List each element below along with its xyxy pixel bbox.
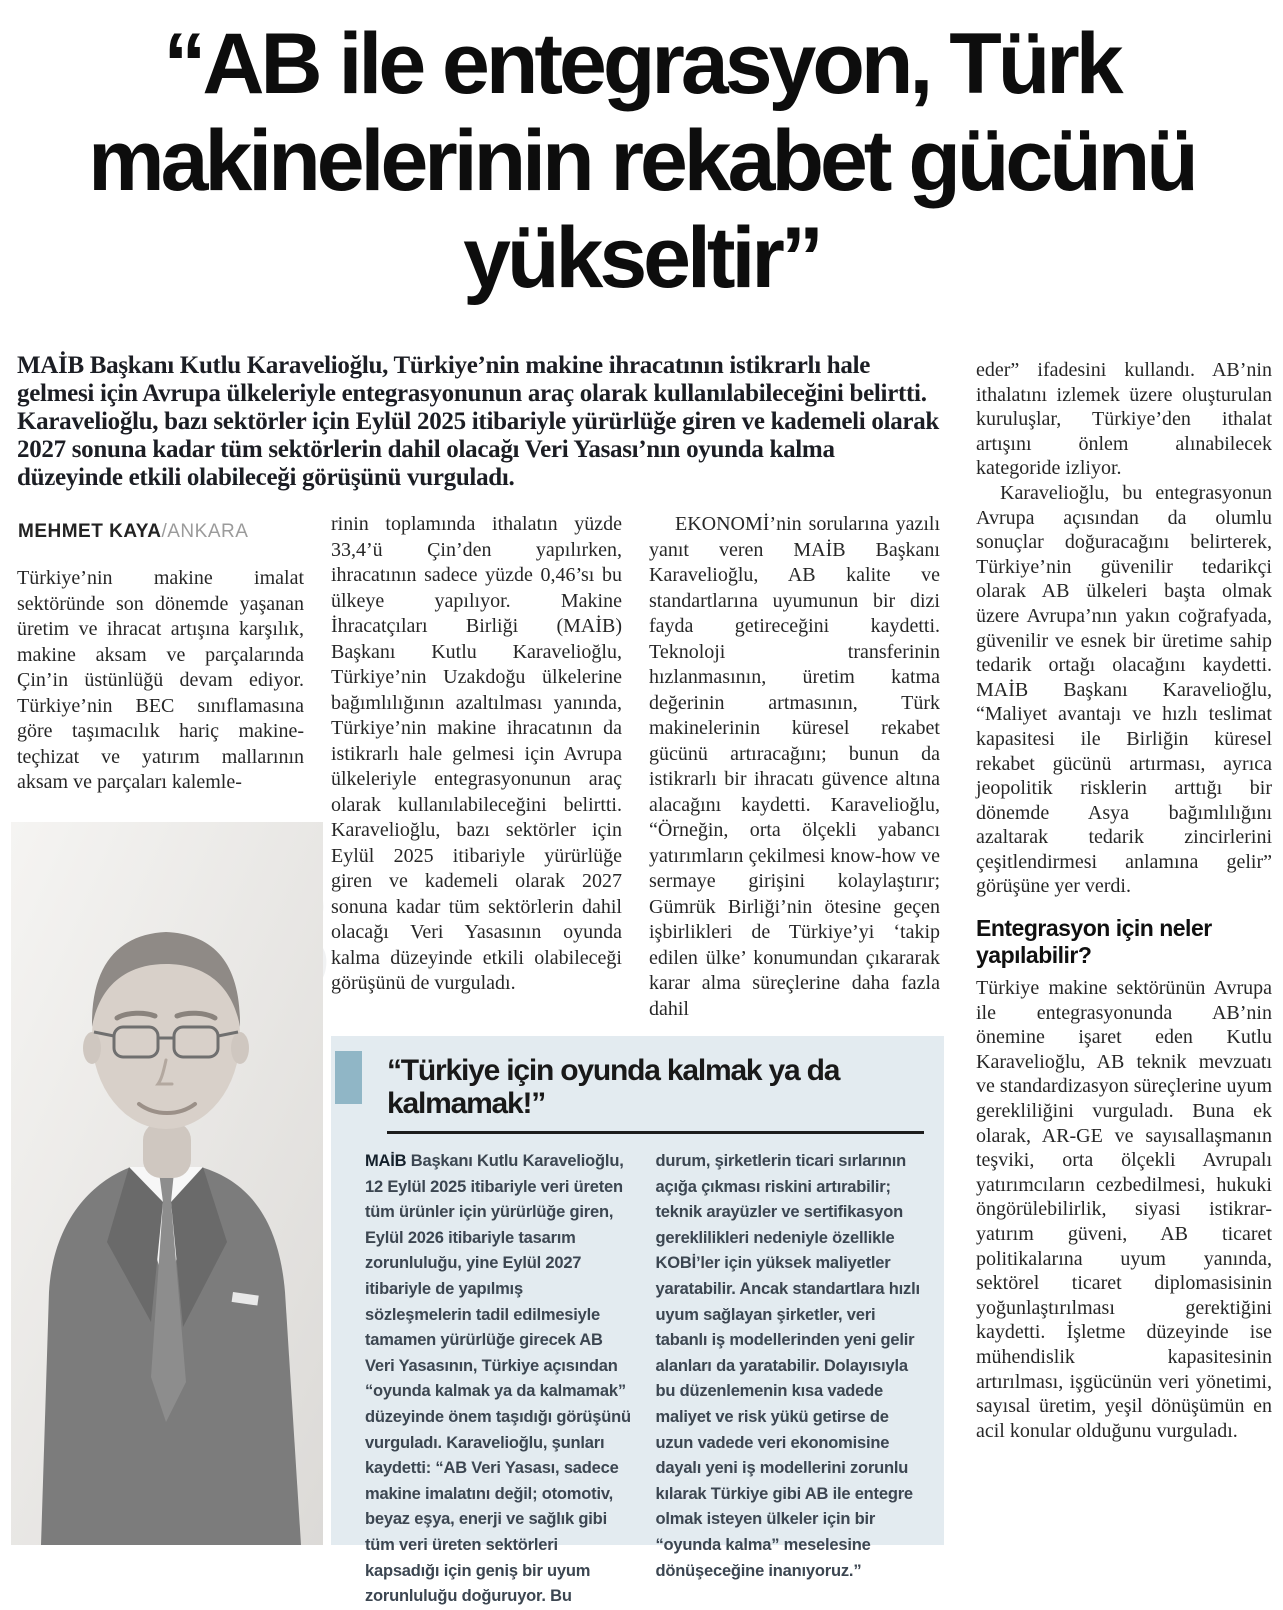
quote-box-column-2 — [656, 1149, 923, 1610]
portrait-illustration — [11, 822, 323, 1545]
quote-box — [331, 1036, 944, 1606]
paragraph: Türkiye makine sektörünün Avrupa ile entegrasyonunda AB’nin önemine işaret eden Kutlu Karavelioğlu, AB teknik mevzuatı ve standardizasyon süreçlerine uyum gerekliliğini vurguladı. Buna ek olarak, AR-GE ve sayısallaşmanın teşviki, orta ölçekli Avrupalı yatırımcıların cezbedilmesi, hukuki öngörülebilirlik, siyasi istikrar-yatırım güveni, AB ticaret politikalarına uyum yanında, sektörel ticaret diplomasisinin yoğunlaştırılması gerektiğini kaydetti. İşletme düzeyinde ise mühendislik kapasitesinin artırılması, işgücünün veri yönetimi, sayısal üretim, yeşil dönüşümün en acil konular olduğunu vurguladı. — [976, 977, 1273, 1442]
title-marker-square — [335, 1051, 362, 1104]
paragraph: Karavelioğlu, bu entegrasyonun Avrupa açısından da olumlu sonuçlar doğuracağını belirterek, Türkiye’nin güvenilir tedarikçi olarak AB ülkeleri başta olmak üzere Avrupa’nın yakın coğrafyada, güvenilir ve esnek bir üretime sahip tedarik ortağı olacağını kaydetti. MAİB Başkanı Karavelioğlu, “Maliyet avantajı ve hızlı teslimat kapasitesi ile Birliğin küresel rekabet gücünü artırması, ayrıca jeopolitik risklerin arttığı bir dönemde Asya bağımlılığını azaltarak tedarik zincirlerini çeşitlendirmesi anlamına gelir” görüşüne yer verdi. — [976, 481, 1272, 898]
article-headline: “AB ile entegrasyon, Türk makinelerinin rekabet gücünü yükseltir” — [88, 16, 1195, 307]
body-column-2 — [331, 512, 622, 997]
paragraph: eder” ifadesini kullandı. AB’nin ithalatını izlemek üzere oluşturulan kuruluşlar, Türkiye’den ithalat artışını önlem alınabilecek kategoride izliyor. — [976, 359, 1272, 480]
article-photo — [11, 822, 323, 1545]
quote-box-columns — [331, 1134, 944, 1610]
section-subheading: Entegrasyon için neler yapılabilir? — [976, 915, 1212, 969]
lead-word: MAİB — [365, 1152, 407, 1170]
quote-box-title-row — [331, 1036, 944, 1134]
paragraph: Başkanı Kutlu Karavelioğlu, 12 Eylül 2025 itibariyle veri üreten tüm ürünler için yürürlüğe giren, Eylül 2026 itibariyle tasarım zorunluluğu, yine Eylül 2027 itibariyle de yapılmış sözleşmelerin tadil edilmesiyle tamamen yürürlüğe girecek AB Veri Yasasının, Türkiye açısından “oyunda kalmak ya da kalmamak” düzeyinde önem taşıdığı görüşünü vurguladı. Karavelioğlu, şunları kaydetti: “AB Veri Yasası, sadece makine imalatını değil; otomotiv, beyaz eşya, enerji ve sağlık gibi tüm veri üreten sektörleri kapsadığı için geniş bir uyum zorunluluğu doğuruyor. Bu — [365, 1152, 631, 1606]
paragraph: EKONOMİ’nin sorularına yazılı yanıt veren MAİB Başkanı Karavelioğlu, AB kalite ve standartlarına uyumunun bir dizi fayda getireceğini kaydetti. Teknoloji transferinin hızlanmasının, üretim katma değerinin artmasının, Türk makinelerinin küresel rekabet gücünü artıracağını; bunun da istikrarlı bir ihracatı güvence altına alacağını kaydetti. Karavelioğlu, “Örneğin, orta ölçekli yabancı yatırımların çekilmesi know-how ve sermaye girişini kolaylaştırır; Gümrük Birliği’nin ötesine geçen işbirlikleri de Türkiye’yi ‘takip edilen ülke’ konumundan çıkararak karar alma süreçlerine daha fazla dahil — [649, 513, 940, 1020]
paragraph: durum, şirketlerin ticari sırlarının açığa çıkması riskini artırabilir; teknik arayüzler ve sertifikasyon gereklilikleri nedeniyle özellikle KOBİ’ler için yüksek maliyetler yaratabilir. Ancak standartlara hızlı uyum sağlayan şirketler, veri tabanlı iş modellerinden yeni gelir alanları da yaratabilir. Dolayısıyla bu düzenlemenin kısa vadede maliyet ve risk yükü getirse de uzun vadede veri ekonomisine dayalı yeni iş modellerini zorunlu kılarak Türkiye gibi AB ile entegre olmak isteyen ülkeler için bir “oyunda kalma” meselesine dönüşeceğine inanıyoruz.” — [655, 1152, 920, 1580]
body-column-4 — [976, 358, 1272, 1443]
paragraph: Türkiye’nin makine imalat sektöründe son dönemde yaşanan üretim ve ihracat artışına karşılık, makine aksam ve parçalarında Çin’in üstünlüğü devam ediyor. Türkiye’nin BEC sınıflamasına göre taşımacılık hariç makine-teçhizat ve yatırım mallarının aksam ve parçaları kalemle- — [17, 567, 304, 793]
byline-location: /ANKARA — [161, 521, 249, 542]
quote-box-title: “Türkiye için oyunda kalmak ya da kalmamak!” — [387, 1054, 924, 1134]
body-column-1 — [17, 566, 304, 796]
body-column-3 — [649, 512, 940, 1022]
paragraph: rinin toplamında ithalatın yüzde 33,4’ü Çin’den yapılırken, ihracatının sadece yüzde 0,46’sı bu ülkeye yapılıyor. Makine İhracatçıları Birliği (MAİB) Başkanı Kutlu Karavelioğlu, Türkiye’nin Uzakdoğu ülkelerine bağımlılığının azaltılması yanında, Türkiye’nin makine ihracatının da istikrarlı hale gelmesi için Avrupa ülkeleriyle entegrasyonunun araç olarak kullanılabileceğini belirtti. Karavelioğlu, bazı sektörler için Eylül 2025 itibariyle yürürlüğe giren ve kademeli olarak 2027 sonuna kadar tüm sektörlerin dahil olacağı Veri Yasasının oyunda kalma düzeyinde etkili olabileceği görüşünü de vurguladı. — [331, 513, 622, 994]
byline-author: MEHMET KAYA — [18, 521, 162, 542]
article-lede: MAİB Başkanı Kutlu Karavelioğlu, Türkiye’nin makine ihracatının istikrarlı hale gelmesi için Avrupa ülkeleriyle entegrasyonunun araç olarak kullanılabileceğini belirtti. Karavelioğlu, bazı sektörler için Eylül 2025 itibariyle yürürlüğe giren ve kademeli olarak 2027 sonuna kadar tüm sektörlerin dahil olacağı Veri Yasası’nın oyunda kalma düzeyinde etkili olabileceği görüşünü vurguladı. — [17, 352, 940, 491]
byline — [18, 521, 248, 543]
quote-box-column-1 — [365, 1149, 632, 1610]
